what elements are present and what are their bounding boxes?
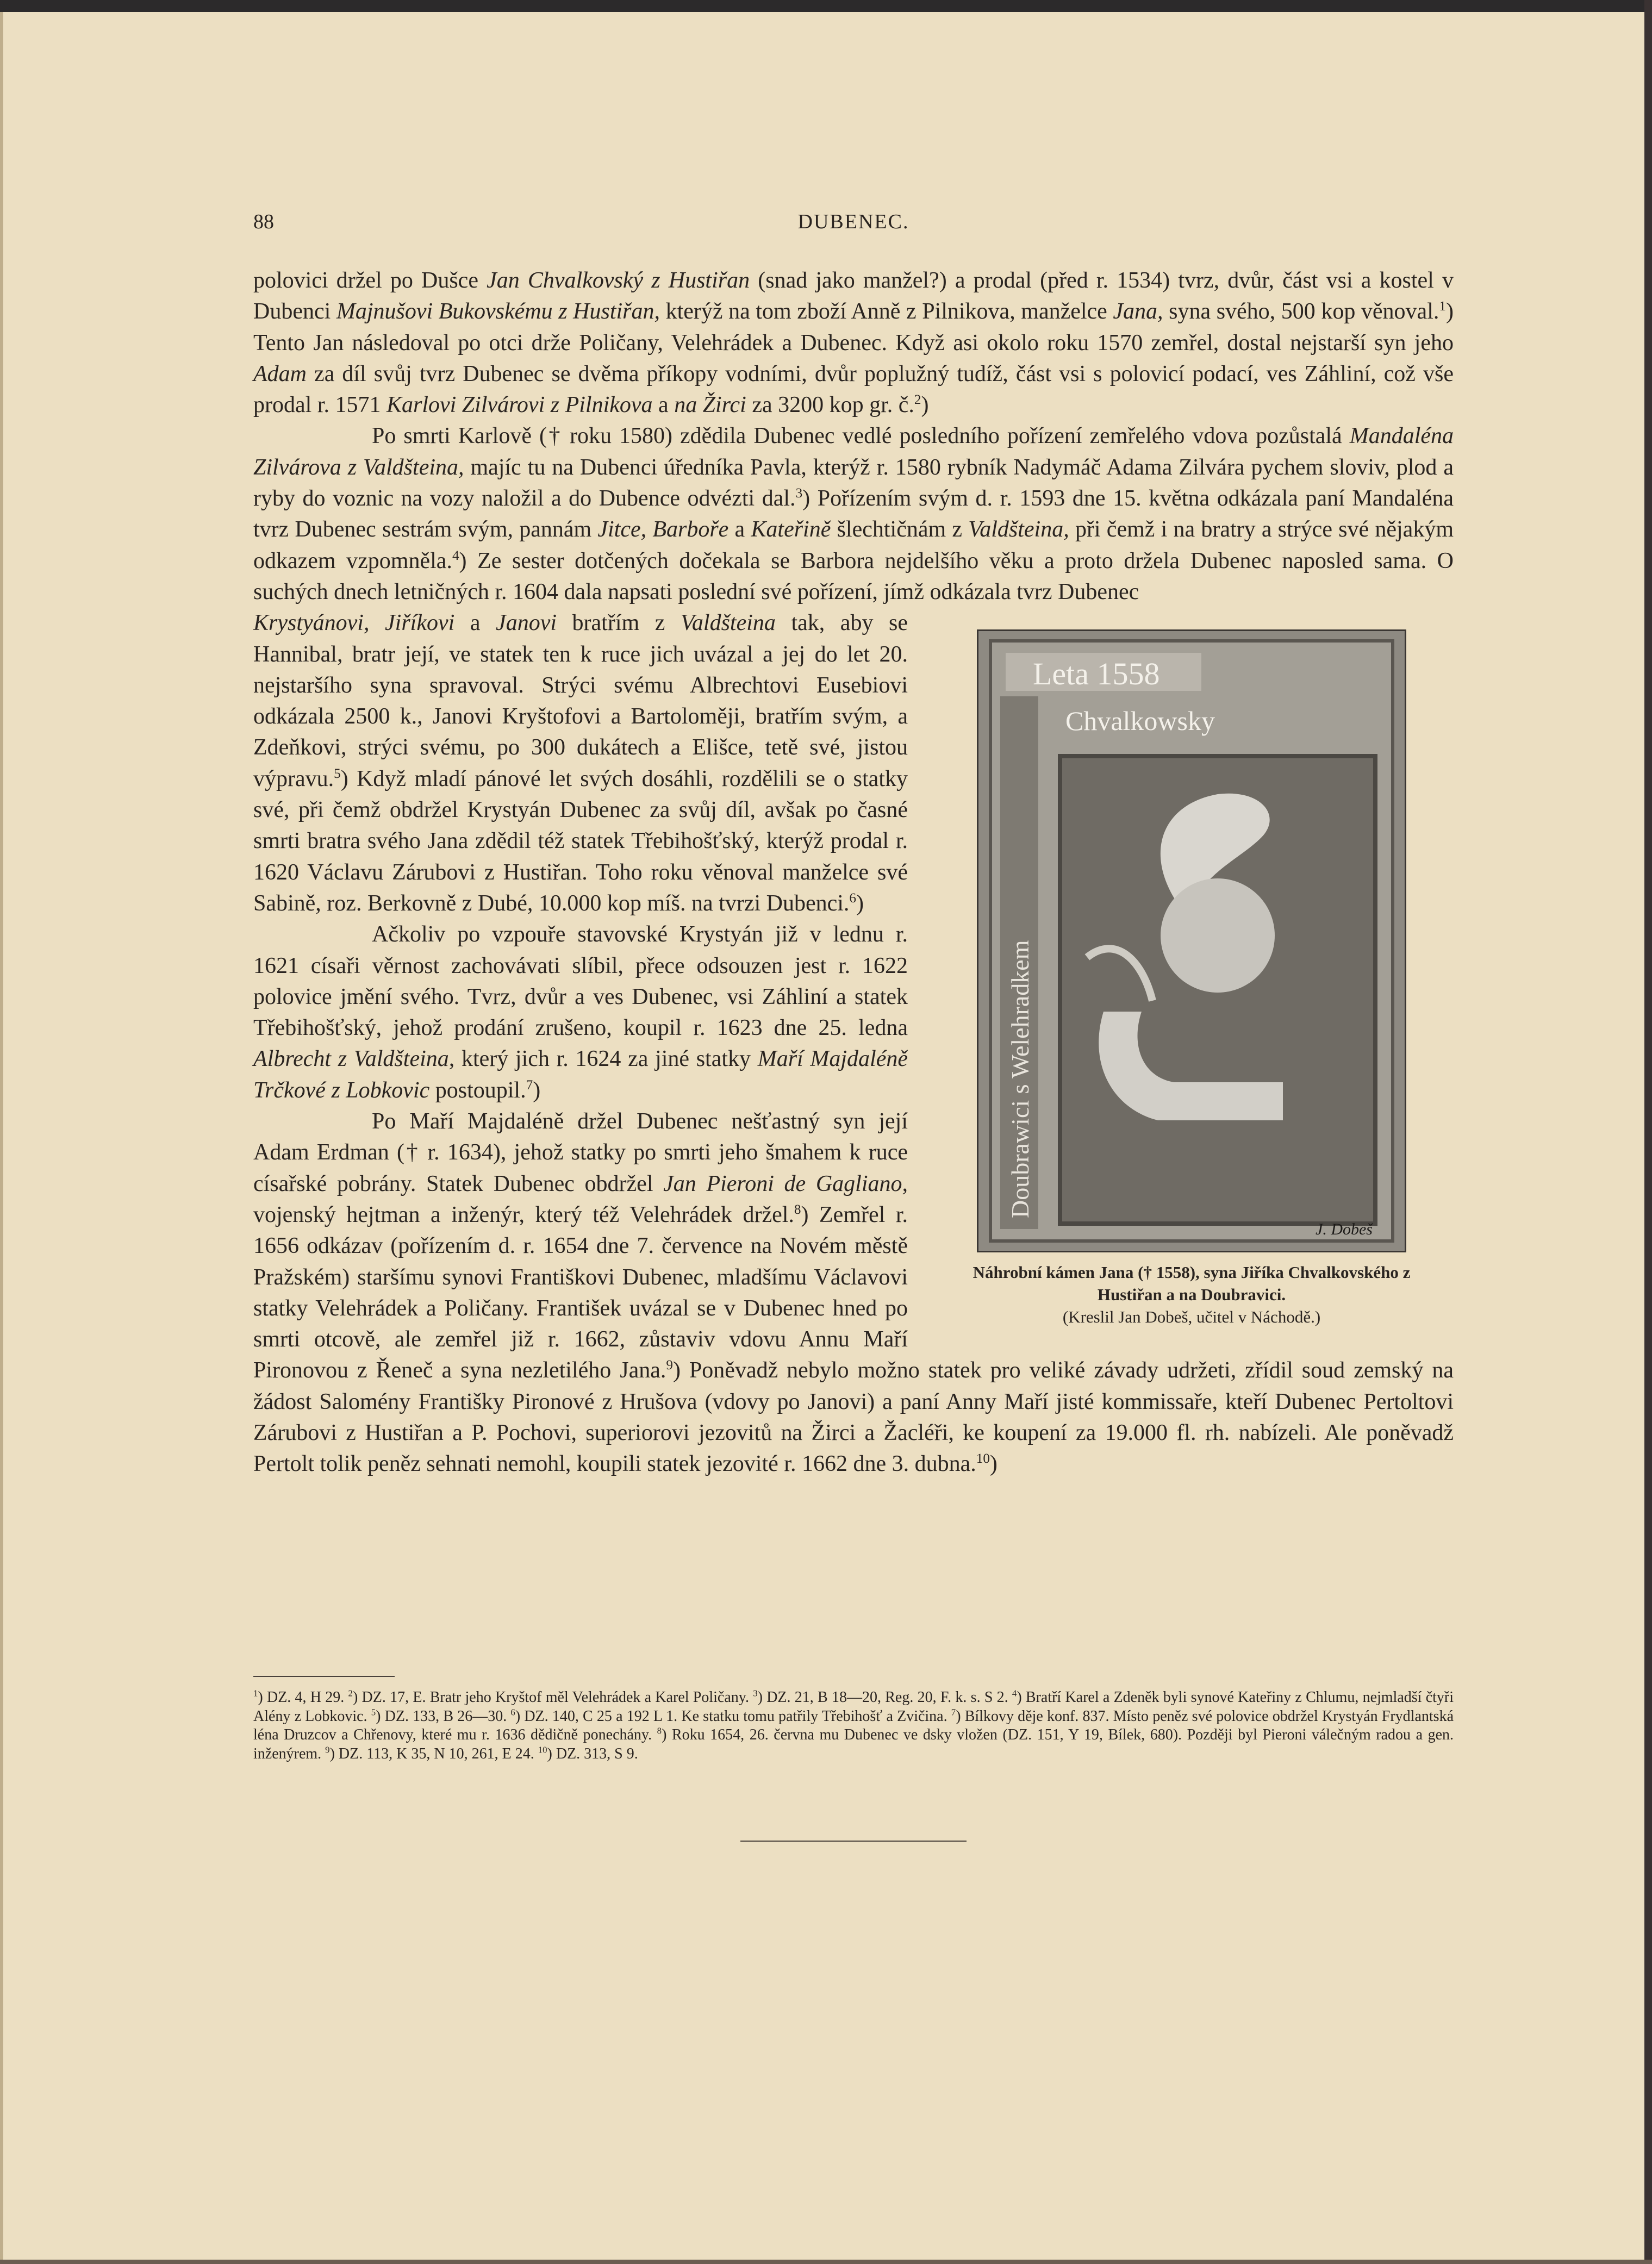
footnote-text: DZ. 140, C 25 a 192 L 1. Ke statku tomu patřily Třebihošť a Zvičina. — [520, 1707, 951, 1725]
text-run: Po Maří Majdaléně držel Dubenec nešťastný syn její Adam Erdman († r. 1634), jehož statky po smrti jeho šmahem k ruce císařské pobrány. Statek Dubenec obdržel — [253, 1109, 908, 1196]
footnote-ref: 2 — [914, 392, 921, 408]
footnote-text: DZ. 4, H 29. — [263, 1689, 348, 1706]
footnote-text: DZ. 133, B 26—30. — [381, 1707, 511, 1725]
paragraph: Po smrti Karlově († roku 1580) zdědila Dubenec vedlé posledního pořízení zemřelého vdova pozůstalá Mandaléna Zilvárova z Valdšteina, majíc tu na Dubenci úředníka Pavla, kterýž r. 1580 rybník Nadymáč Adama Zilvára pychem sloviv, plod a ryby do voznic na vozy naložil a do Dubence odvézti dal.$^3$) Pořízením svým d. r. 1593 dne 15. května odkázala paní Mandaléna tvrz Dubenec sestrám svým, pannám Jitce, Barboře a Kateřině šlechtičnám z Valdšteina, při čemž i na bratry a strýce své nějakým odkazem vzpomněla.$^4$) Ze sester dotčených dočekala se Barbora nejdelšího věku a proto držela Dubenec naposled sama. O suchých dnech letničných r. 1604 dala napsati poslední své pořízení, jímž odkázala tvrz Dubenec — [253, 423, 1454, 604]
footnotes: $^1$) DZ. 4, H 29. $^2$) DZ. 17, E. Bratr jeho Kryštof měl Velehrádek a Karel Poličany. $^3$) DZ. 21, B 18—20, Reg. 20, F. k. s. S 2. $^4$) Bratří Karel a Zdeněk byli synové Kateřiny z Chlumu, nejmladší čtyři Alény z Lobkovic. $^5$) DZ. 133, B 26—30. $^6$) DZ. 140, C 25 a 192 L 1. Ke statku tomu patřily Třebihošť a Zvičina. $^7$) Bílkovy děje konf. 837. Místo peněz své polovice obdržel Krystyán Frydlantská léna Druzcov a Chřenovy, které mu r. 1636 dědičně ponechány. $^8$) Roku 1654, 26. června mu Dubenec ve dsky vložen (DZ. 151, Y 19, Bílek, 680). Později byl Pieroni válečným radou a gen. inženýrem. $^9$) DZ. 113, K 35, N 10, 261, E 24. $^{10}$) DZ. 313, S 9. — [253, 1688, 1454, 1762]
stone-name-inscription: Chvalkowsky — [1065, 706, 1215, 737]
footnote-marker: 4 — [1012, 1688, 1017, 1699]
artist-signature: J. Dobeš — [1316, 1220, 1373, 1239]
footnote-marker: 7 — [951, 1707, 956, 1718]
footnote-text: DZ. 313, S 9. — [552, 1745, 638, 1762]
footnote-ref: 9 — [666, 1358, 673, 1373]
text-run: Ze sester dotčených dočekala se Barbora nejdelšího věku a proto držela Dubenec naposled sama. O suchých dnech letničných r. 1604 dala napsati poslední své pořízení, jímž odkázala tvrz Dubenec — [253, 548, 1454, 604]
footnote-separator — [253, 1676, 395, 1677]
footnote-marker: 1 — [253, 1688, 258, 1699]
person-name: Kateřině — [751, 517, 831, 542]
footnote-ref: 4 — [452, 548, 459, 563]
footnote-ref: 10 — [976, 1451, 990, 1467]
place-name: na Žirci — [674, 392, 746, 418]
coat-of-arms-orb — [1161, 878, 1275, 993]
text-run: tak, aby se Hannibal, bratr její, ve statek ten k ruce jich uvázal a jej do let 20. nejstaršího syna spravoval. Strýci svému Albrechtovi Eusebiovi odkázala 2500 k., Janovi Kryštofovi a Bartoloměji, bratřím svým, a Zdeňkovi, strýci svému, po 300 dukátech a Elišce, tetě své, jistou výpravu. — [253, 610, 908, 791]
figure-caption — [947, 1261, 1436, 1328]
footnote-marker: 5 — [371, 1707, 376, 1718]
bottom-page-edge — [0, 2260, 1652, 2264]
person-name: Jitce, Barboře — [597, 517, 729, 542]
text-run: šlechtičnám z — [831, 517, 969, 542]
footnote-ref: 1 — [1439, 299, 1446, 314]
caption-credit: (Kreslil Jan Dobeš, učitel v Náchodě.) — [1062, 1307, 1321, 1327]
footnote-marker: 3 — [753, 1688, 758, 1699]
person-name: Majnušovi Bukovskému z Hustiřan, — [336, 299, 660, 325]
person-name: Albrecht z Valdšteina, — [253, 1046, 455, 1072]
left-page-edge — [0, 12, 3, 2264]
text-run: (snad jako manžel?) a prodal (před r. 1534) tvrz, dvůr, část vsi a kostel v Dubenci — [253, 268, 1454, 325]
text-run: Když mladí pánové let svých dosáhli, rozdělili se o statky své, při čemž obdržel Krystyán Dubenec za svůj díl, avšak po časné smrti bratra svého Jana zdědil též statek Třebihošťský, kterýž prodal r. 1620 Václavu Zárubovi z Hustiřan. Toho roku věnoval manželce své Sabině, roz. Berkovně z Dubé, 10.000 kop míš. na tvrzi Dubenci. — [253, 766, 908, 916]
text-run: postoupil. — [429, 1077, 526, 1103]
footnote-marker: 6 — [510, 1707, 515, 1718]
caption-title: Náhrobní kámen Jana († 1558), syna Jiříka Chvalkovského z Hustiřan a na Doubravici. — [973, 1263, 1411, 1305]
text-run: který jich r. 1624 za jiné statky — [454, 1046, 758, 1072]
paragraph: Ačkoliv po vzpouře stavovské Krystyán již v lednu r. 1621 císaři věrnost zachovávati slíbil, přece odsouzen jest r. 1622 polovice jmění svého. Tvrz, dvůr a ves Dubenec, vsi Záhliní a statek Třebihošťský, jehož prodání zrušeno, koupil r. 1623 dne 25. ledna Albrecht z Valdšteina, který jich r. 1624 za jiné statky Maří Majdaléně Trčkové z Lobkovic postoupil.$^7$) — [253, 922, 908, 1103]
footnote-ref: 5 — [334, 766, 341, 781]
text-run: za díl svůj tvrz Dubenec se dvěma příkopy vodními, dvůr poplužný tudíž, část vsi s polovicí podací, ves Záhliní, což vše prodal r. 1571 — [253, 361, 1454, 418]
footnote-text: DZ. 113, K 35, N 10, 261, E 24. — [334, 1745, 538, 1762]
stone-top-inscription: Leta 1558 — [1033, 656, 1160, 692]
text-run: Ačkoliv po vzpouře stavovské Krystyán již v lednu r. 1621 císaři věrnost zachovávati slíbil, přece odsouzen jest r. 1622 polovice jmění svého. Tvrz, dvůr a ves Dubenec, vsi Záhliní a statek Třebihošťský, jehož prodání zrušeno, koupil r. 1623 dne 25. ledna — [253, 922, 908, 1041]
main-text: polovici držel po Dušce Jan Chvalkovský z Hustiřan (snad jako manžel?) a prodal (před r. 1534) tvrz, dvůr, část vsi a kostel v Dubenci Majnušovi Bukovskému z Hustiřan, kterýž na tom zboží Anně z Pilnikova, manželce Jana, syna svého, 500 kop věnoval.$^1$) Tento Jan následoval po otci drže Poličany, Velehrádek a Dubenec. Když asi okolo roku 1570 zemřel, dostal nejstarší syn jeho Adam za díl svůj tvrz Dubenec se dvěma příkopy vodními, dvůr poplužný tudíž, část vsi s polovicí podací, ves Záhliní, což vše prodal r. 1571 Karlovi Zilvárovi z Pilnikova a na Žirci za 3200 kop gr. č.$^2$) Po smrti Karlově († roku 1580) zdědila Dubenec vedlé posledního pořízení zemřelého vdova pozůstalá Mandaléna Zilvárova z Valdšteina, majíc tu na Dubenci úředníka Pavla, kterýž r. 1580 rybník Nadymáč Adama Zilvára pychem sloviv, plod a ryby do voznic na vozy naložil a do Dubence odvézti dal.$^3$) Pořízením svým d. r. 1593 dne 15. května odkázala paní Mandaléna tvrz Dubenec sestrám svým, pannám Jitce, Barboře a Kateřině šlechtičnám z Valdšteina, při čemž i na bratry a strýce své nějakým odkazem vzpomněla.$^4$) Ze sester dotčených dočekala se Barbora nejdelšího věku a proto držela Dubenec naposled sama. O suchých dnech letničných r. 1604 dala napsati poslední své pořízení, jímž odkázala tvrz Dubenec Leta 1558 Chvalkowsky Doubrawici s Welehradkem J. Dobeš Náhrobní kámen Jana († 1558), syna Jiříka Chvalkovského z Hustiřan a na Doubravici. (Kreslil Jan Dobeš, učitel v Náchodě.) Krystyánovi, Jiříkovi a Janovi bratřím z Valdšteina tak, aby se Hannibal, bratr její, ve statek ten k ruce jich uvázal a jej do let 20. nejstaršího syna spravoval. Strýci svému Albrechtovi Eusebiovi odkázala 2500 k., Janovi Kryštofovi a Bartoloměji, bratřím svým, a Zdeňkovi, strýci svému, po 300 dukátech a Elišce, tetě své, jistou výpravu.$^5$) Když mladí pánové let svých dosáhli, rozdělili se o statky své, při čemž obdržel Krystyán Dubenec za svůj díl, avšak po časné smrti bratra svého Jana zdědil též statek Třebihošťský, kterýž prodal r. 1620 Václavu Zárubovi z Hustiřan. Toho roku věnoval manželce své Sabině, roz. Berkovně z Dubé, 10.000 kop míš. na tvrzi Dubenci.$^6$) Ačkoliv po vzpouře stavovské Krystyán již v lednu r. 1621 císaři věrnost zachovávati slíbil, přece odsouzen jest r. 1622 polovice jmění svého. Tvrz, dvůr a ves Dubenec, vsi Záhliní a statek Třebihošťský, jehož prodání zrušeno, koupil r. 1623 dne 25. ledna Albrecht z Valdšteina, který jich r. 1624 za jiné statky Maří Majdaléně Trčkové z Lobkovic postoupil.$^7$) Po Maří Majdaléně držel Dubenec nešťastný syn její Adam Erdman († r. 1634), jehož statky po smrti jeho šmahem k ruce císařské pobrány. Statek Dubenec obdržel Jan Pieroni de Gagliano, vojenský hejtman a inženýr, který též Velehrádek držel.$^8$) Zemřel r. 1656 odkázav (pořízením d. r. 1654 dne 7. července na Novém městě Pražském) staršímu synovi Františkovi Dubenec, mladšímu Václavovi statky Velehrádek a Poličany. František uvázal se v Dubenec hned po smrti otcově, ale zemřel již r. 1662, zůstaviv vdovu Annu Maří Pironovou z Řeneč a syna nezletilého Jana.$^9$) Poněvadž nebylo možno statek pro veliké závady udržeti, zřídil soud zemský na žádost Salomény Františky Pironové z Hrušova (vdovy po Janovi) a paní Anny Maří jisté kommissaře, kteří Dubenec Pertoltovi Zárubovi z Hustiřan a P. Pochovi, superiorovi jezovitů na Žirci a Žacléři, ke koupení za 19.000 fl. rh. nabízeli. Ale poněvadž Pertolt tolik peněz sehnati nemohl, koupili statek jezovité r. 1662 dne 3. dubna.$^{10}$) — [253, 265, 1454, 1480]
text-run: Zemřel r. 1656 odkázav (pořízením d. r. 1654 dne 7. července na Novém městě Pražském) staršímu synovi Františkovi Dubenec, mladšímu Václavovi statky Velehrádek a Poličany. František uvázal se v Dubenec hned po smrti otcově, ale zemřel již r. 1662, zůstaviv vdovu Annu Maří Pironovou z Řeneč a syna nezletilého Jana. — [253, 1202, 908, 1383]
text-run: Po smrti Karlově († roku 1580) zdědila Dubenec vedlé posledního pořízení zemřelého vdova pozůstalá — [372, 423, 1350, 449]
person-name: Jan Pieroni de Gagliano, — [663, 1171, 908, 1196]
text-run: vojenský hejtman a inženýr, který též Velehrádek držel. — [253, 1202, 794, 1227]
text-run: Tento Jan následoval po otci drže Poličany, Velehrádek a Dubenec. Když asi okolo roku 1570 zemřel, dostal nejstarší syn jeho — [253, 330, 1454, 355]
text-run: majíc tu na Dubenci úředníka Pavla, kterýž r. 1580 rybník Nadymáč Adama Zilvára pychem sloviv, plod a ryby do voznic na vozy naložil a do Dubence odvézti dal. — [253, 454, 1454, 512]
top-border — [0, 0, 1652, 12]
footnote-marker: 9 — [325, 1744, 330, 1755]
text-run: a — [454, 610, 496, 636]
footnote-text: Bílkovy děje konf. 837. Místo peněz své polovice obdržel Krystyán Frydlantská léna Druzcov a Chřenovy, které mu r. 1636 dědičně ponechány. — [253, 1707, 1454, 1743]
footnote-ref: 7 — [526, 1077, 533, 1093]
footnote-ref: 8 — [794, 1202, 801, 1217]
footnote-text: Roku 1654, 26. června mu Dubenec ve dsky vložen (DZ. 151, Y 19, Bílek, 680). Později byl Pieroni válečným radou a gen. inženýrem. — [253, 1726, 1454, 1762]
footnote-ref: 6 — [849, 890, 857, 906]
person-name: Karlovi Zilvárovi z Pilnikova — [386, 392, 653, 418]
text-run: bratřím z — [557, 610, 681, 636]
text-run: polovici držel po Dušce — [253, 268, 487, 293]
stone-side-inscription: Doubrawici s Welehradkem — [1006, 940, 1034, 1219]
text-run: při čemž i na bratry a strýce své nějakým odkazem vzpomněla. — [253, 517, 1454, 573]
text-run: Poněvadž nebylo možno statek pro veliké závady udržeti, zřídil soud zemský na žádost Salomény Františky Pironové z Hrušova (vdovy po Janovi) a paní Anny Maří jisté kommissaře, kteří Dubenec Pertoltovi Zárubovi z Hustiřan a P. Pochovi, superiorovi jezovitů na Žirci a Žacléři, ke koupení za 19.000 fl. rh. nabízeli. Ale poněvadž Pertolt tolik peněz sehnati nemohl, koupili statek jezovité r. 1662 dne 3. dubna. — [253, 1358, 1454, 1477]
person-name: Janovi — [496, 610, 557, 636]
footnote-marker: 8 — [657, 1725, 662, 1736]
text-run: za 3200 kop gr. č. — [746, 392, 914, 418]
end-separator — [740, 1841, 967, 1842]
footnote-text: DZ. 21, B 18—20, Reg. 20, F. k. s. S 2. — [762, 1689, 1012, 1706]
text-run: syna svého, 500 kop věnoval. — [1163, 299, 1439, 325]
footnote-text: Bratří Karel a Zdeněk byli synové Kateřiny z Chlumu, nejmladší čtyři Alény z Lobkovic. — [253, 1689, 1454, 1725]
footnote-ref: 3 — [795, 486, 803, 501]
person-name: Krystyánovi, Jiříkovi — [253, 610, 455, 636]
page-number: 88 — [253, 210, 274, 233]
footnote-text: DZ. 17, E. Bratr jeho Kryštof měl Velehrádek a Karel Poličany. — [358, 1689, 753, 1706]
figure — [947, 629, 1436, 1328]
text-run: a — [728, 517, 751, 542]
text-run: kterýž na tom zboží Anně z Pilnikova, manželce — [660, 299, 1113, 325]
person-name: Mandaléna Zilvárova z Valdšteina, — [253, 423, 1454, 480]
footnote-marker: 10 — [538, 1744, 547, 1755]
person-name: Adam — [253, 361, 307, 386]
page-header — [253, 210, 1454, 242]
paragraph: polovici držel po Dušce Jan Chvalkovský z Hustiřan (snad jako manžel?) a prodal (před r. 1534) tvrz, dvůr, část vsi a kostel v Dubenci Majnušovi Bukovskému z Hustiřan, kterýž na tom zboží Anně z Pilnikova, manželce Jana, syna svého, 500 kop věnoval.$^1$) Tento Jan následoval po otci drže Poličany, Velehrádek a Dubenec. Když asi okolo roku 1570 zemřel, dostal nejstarší syn jeho Adam za díl svůj tvrz Dubenec se dvěma příkopy vodními, dvůr poplužný tudíž, část vsi s polovicí podací, ves Záhliní, což vše prodal r. 1571 Karlovi Zilvárovi z Pilnikova a na Žirci za 3200 kop gr. č.$^2$) — [253, 268, 1454, 418]
person-name: Jana, — [1113, 299, 1163, 325]
place-name: Valdšteina — [680, 610, 776, 636]
right-page-edge — [1644, 0, 1652, 2264]
text-run: Pořízením svým d. r. 1593 dne 15. května odkázala paní Mandaléna tvrz Dubenec sestrám svým, pannám — [253, 486, 1454, 542]
place-name: Valdšteina, — [968, 517, 1069, 542]
text-run: a — [652, 392, 675, 418]
person-name: Maří Majdaléně Trčkové z Lobkovic — [253, 1046, 908, 1103]
running-title: DUBENEC. — [797, 210, 909, 233]
tombstone-engraving — [977, 629, 1406, 1252]
person-name: Jan Chvalkovský z Hustiřan — [487, 268, 750, 293]
footnote-marker: 2 — [348, 1688, 353, 1699]
paragraph: Po Maří Majdaléně držel Dubenec nešťastný syn její Adam Erdman († r. 1634), jehož statky po smrti jeho šmahem k ruce císařské pobrány. Statek Dubenec obdržel Jan Pieroni de Gagliano, vojenský hejtman a inženýr, který též Velehrádek držel.$^8$) Zemřel r. 1656 odkázav (pořízením d. r. 1654 dne 7. července na Novém městě Pražském) staršímu synovi Františkovi Dubenec, mladšímu Václavovi statky Velehrádek a Poličany. František uvázal se v Dubenec hned po smrti otcově, ale zemřel již r. 1662, zůstaviv vdovu Annu Maří Pironovou z Řeneč a syna nezletilého Jana.$^9$) Poněvadž nebylo možno statek pro veliké závady udržeti, zřídil soud zemský na žádost Salomény Františky Pironové z Hrušova (vdovy po Janovi) a paní Anny Maří jisté kommissaře, kteří Dubenec Pertoltovi Zárubovi z Hustiřan a P. Pochovi, superiorovi jezovitů na Žirci a Žacléři, ke koupení za 19.000 fl. rh. nabízeli. Ale poněvadž Pertolt tolik peněz sehnati nemohl, koupili statek jezovité r. 1662 dne 3. dubna.$^{10}$) — [253, 1109, 1454, 1477]
